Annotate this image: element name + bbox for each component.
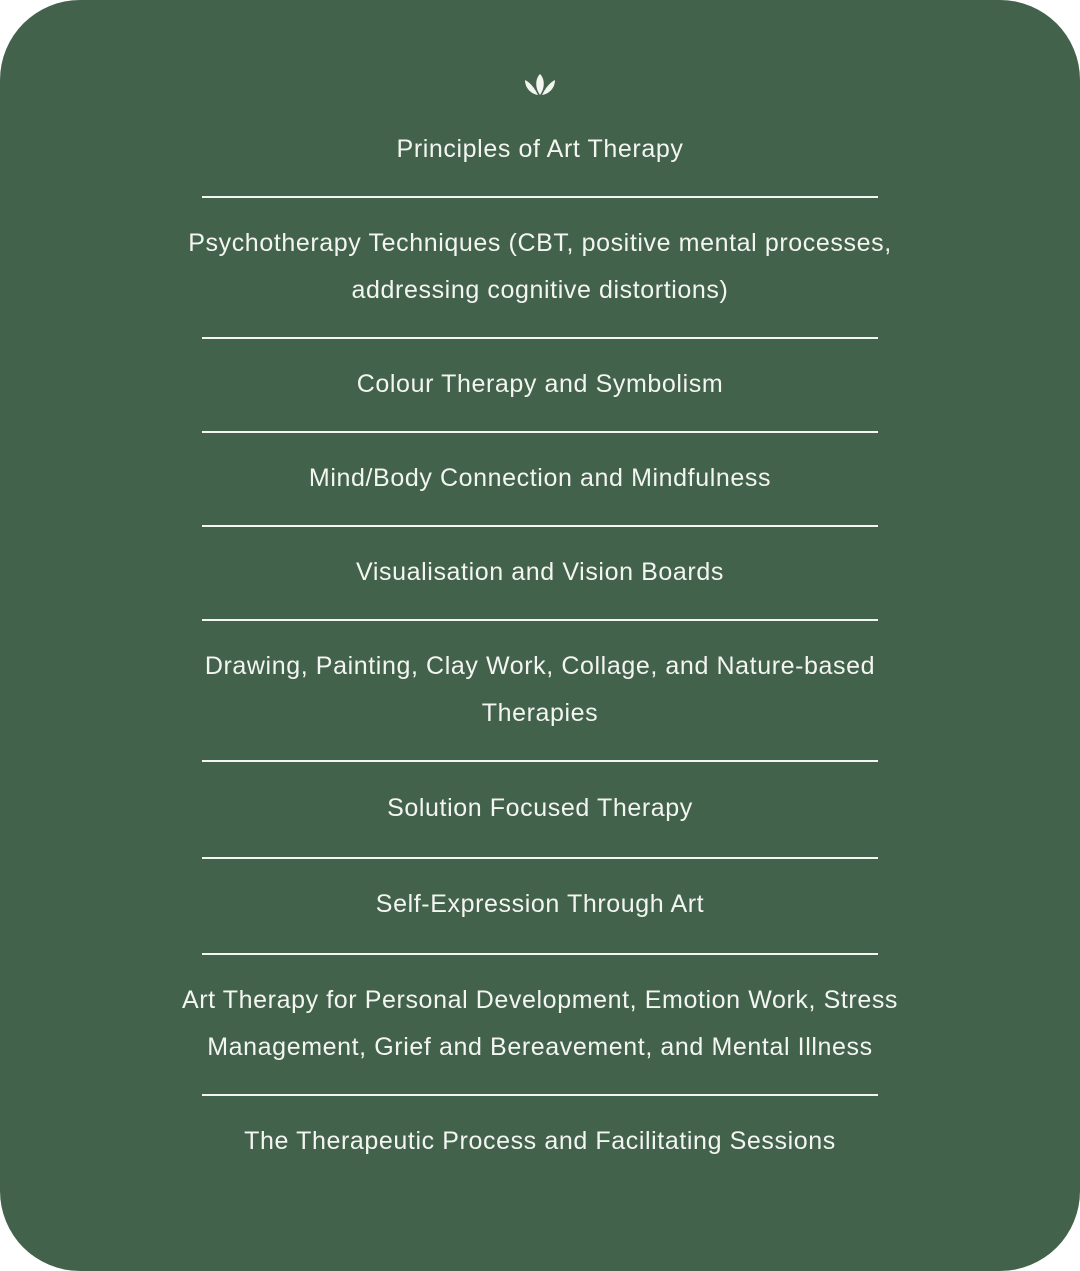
topic-item bbox=[130, 339, 950, 431]
topic-label: Self-Expression Through Art bbox=[375, 890, 705, 918]
topic-item bbox=[130, 1096, 950, 1188]
topic-label: The Therapeutic Process and Facilitating Sessions bbox=[244, 1127, 836, 1155]
topic-list bbox=[130, 120, 950, 1188]
topic-label: Art Therapy for Personal Development, Emotion Work, Stress Management, Grief and Bereavement, and Mental Illness bbox=[181, 986, 899, 1061]
topic-label: Visualisation and Vision Boards bbox=[356, 558, 724, 586]
topic-label: Solution Focused Therapy bbox=[387, 794, 693, 822]
topic-item bbox=[130, 621, 950, 760]
topic-item bbox=[130, 433, 950, 525]
topic-item bbox=[130, 120, 950, 196]
topic-label: Principles of Art Therapy bbox=[396, 135, 684, 163]
topic-label: Drawing, Painting, Clay Work, Collage, and Nature-based Therapies bbox=[204, 652, 876, 727]
topic-item bbox=[130, 198, 950, 337]
topic-item bbox=[130, 955, 950, 1094]
topic-label: Colour Therapy and Symbolism bbox=[356, 370, 724, 398]
lotus-icon bbox=[522, 72, 558, 98]
topic-item bbox=[130, 859, 950, 953]
topic-label: Mind/Body Connection and Mindfulness bbox=[308, 464, 772, 492]
topic-item bbox=[130, 762, 950, 857]
topic-item bbox=[130, 527, 950, 619]
topic-label: Psychotherapy Techniques (CBT, positive mental processes, addressing cognitive distortions) bbox=[188, 229, 892, 304]
